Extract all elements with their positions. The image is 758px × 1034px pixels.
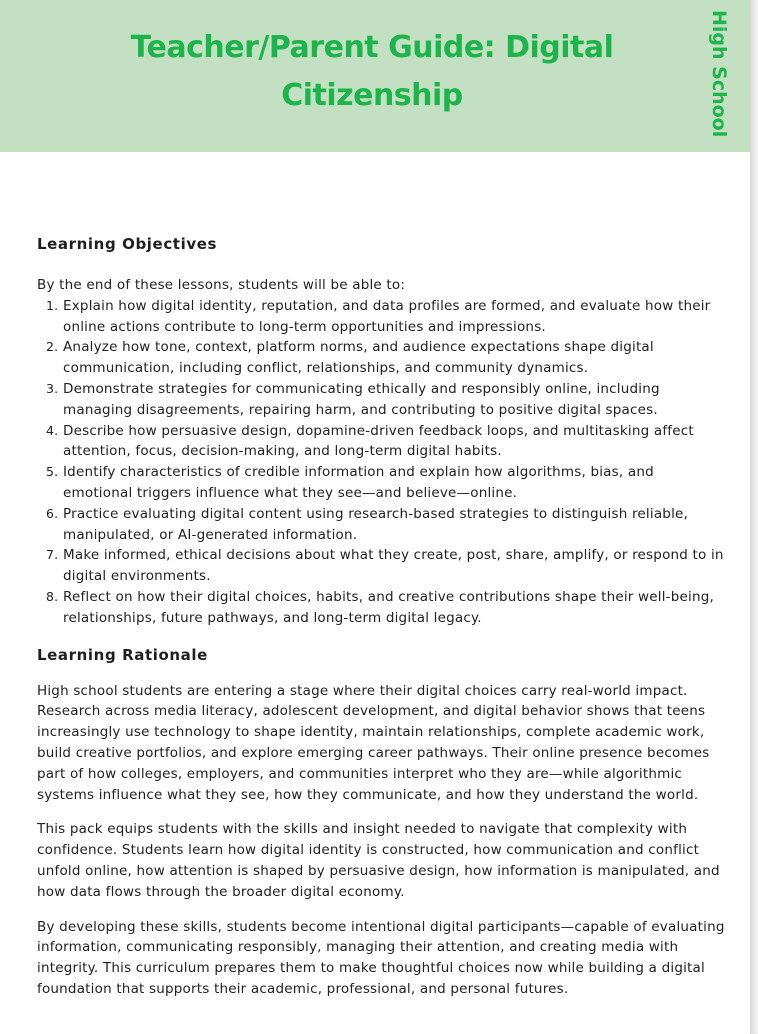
list-item-text: Demonstrate strategies for communicating ethically and responsibly online, including managing disagreements, repairing harm, and contributing to positive digital spaces. — [63, 380, 660, 418]
list-item-text: Make informed, ethical decisions about what they create, post, share, amplify, or respond to in digital environments. — [63, 547, 724, 585]
list-item-number: 2. — [46, 339, 59, 355]
list-item-number: 8. — [46, 588, 59, 604]
list-item — [37, 462, 727, 504]
list-item-number: 1. — [46, 297, 59, 313]
list-item-text: Explain how digital identity, reputation, and data profiles are formed, and evaluate how their online actions contribute to long-term opportunities and impressions. — [63, 297, 711, 335]
document-body — [37, 233, 727, 1014]
rationale-paragraph: This pack equips students with the skills and insight needed to navigate that complexity with confidence. Students learn how digital identity is constructed, how communication and conflict unfold online, how attention is shaped by persuasive design, how information is manipulated, and how data flows through the broader digital economy. — [37, 821, 720, 900]
document-title: Teacher/Parent Guide: Digital Citizenship — [130, 30, 614, 113]
learning-objectives-heading: Learning Objectives — [37, 235, 217, 253]
list-item — [37, 296, 727, 338]
list-item-text: Reflect on how their digital choices, habits, and creative contributions shape their well-being, relationships, future pathways, and long-term digital legacy. — [63, 588, 714, 626]
list-item-number: 7. — [46, 547, 59, 563]
header-band — [0, 0, 750, 152]
grade-level-label: High School — [708, 10, 730, 138]
objectives-list — [37, 296, 727, 629]
list-item-number: 3. — [46, 380, 59, 396]
list-item — [37, 587, 727, 629]
list-item-text: Practice evaluating digital content using research-based strategies to distinguish reliable, manipulated, or AI-generated information. — [63, 505, 689, 543]
list-item-text: Identify characteristics of credible information and explain how algorithms, bias, and emotional triggers influence what they see—and believe—online. — [63, 464, 654, 501]
list-item — [37, 504, 727, 546]
list-item-number: 5. — [46, 464, 59, 480]
list-item — [37, 379, 727, 421]
rationale-paragraph: By developing these skills, students become intentional digital participants—capable of evaluating information, communicating responsibly, managing their attention, and creating media with integrity. This curriculum prepares them to make thoughtful choices now while building a digital foundation that supports their academic, professional, and personal futures. — [37, 918, 725, 997]
list-item-text: Analyze how tone, context, platform norms, and audience expectations shape digital communication, including conflict, relationships, and community dynamics. — [63, 339, 654, 377]
list-item-text: Describe how persuasive design, dopamine-driven feedback loops, and multitasking affect attention, focus, decision-making, and long-term digital habits. — [63, 422, 694, 460]
list-item — [37, 421, 727, 463]
list-item — [37, 337, 727, 379]
list-item-number: 6. — [46, 505, 59, 521]
learning-rationale-heading: Learning Rationale — [37, 645, 208, 664]
list-item — [37, 545, 727, 587]
page-edge-shadow — [750, 0, 758, 1034]
list-item-number: 4. — [46, 422, 59, 438]
objectives-intro: By the end of these lessons, students will be able to: — [37, 277, 406, 293]
rationale-paragraph: High school students are entering a stage where their digital choices carry real-world impact. Research across media literacy, adolescent development, and digital behavior shows that teens increasingly use technology to shape identity, maintain relationships, complete academic work, build creative portfolios, and explore emerging career pathways. Their online presence becomes part of how colleges, employers, and communities interpret who they are—while algorithmic systems influence what they see, how they communicate, and how they understand the world. — [37, 682, 710, 803]
